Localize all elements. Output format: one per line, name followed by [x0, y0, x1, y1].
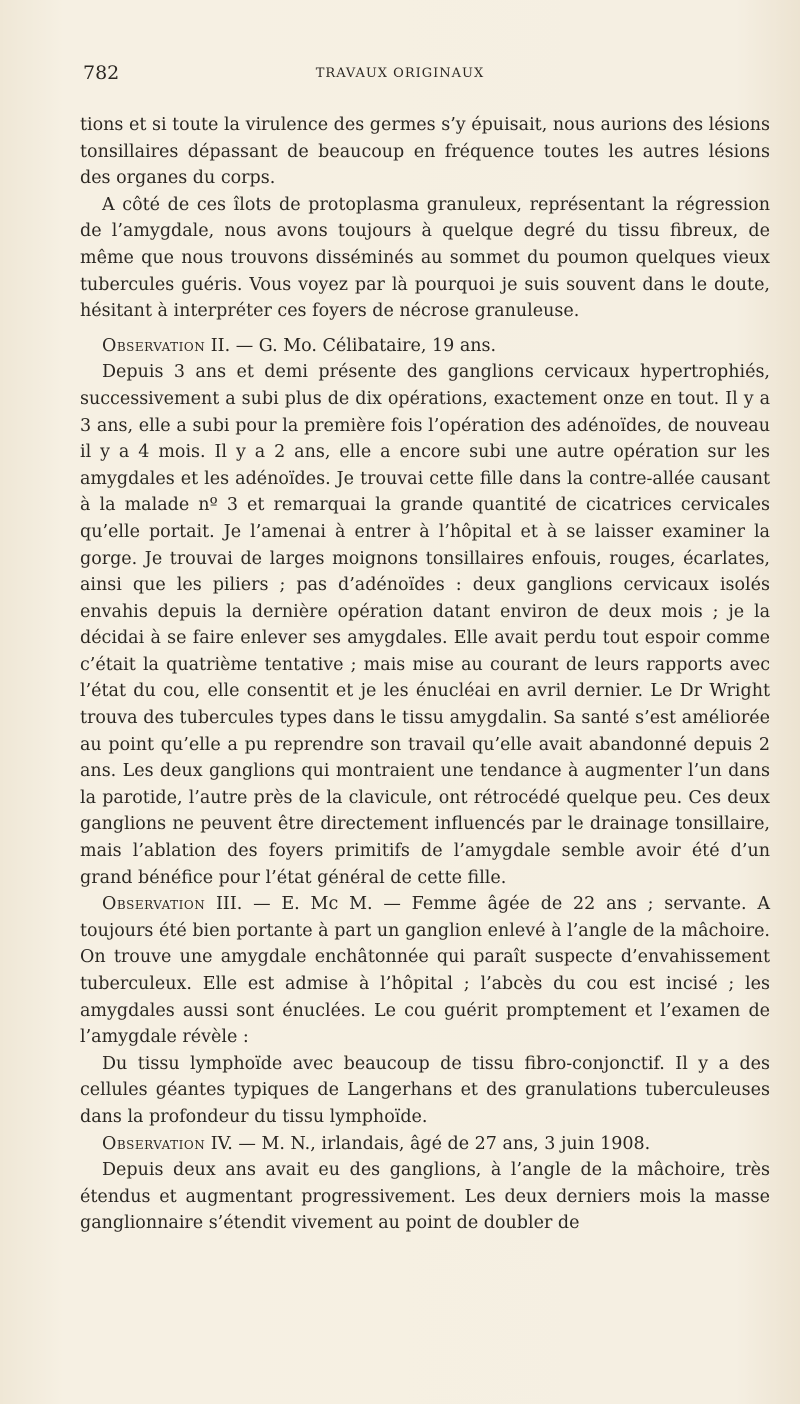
paragraph-continuation: tions et si toute la virulence des germes s’y épuisait, nous aurions des lésions tonsillaires dépassant de beaucoup en fréquence toutes les autres lésions des organes du corps. — [80, 115, 770, 189]
observation-4-heading — [80, 1131, 770, 1158]
body-text — [80, 112, 770, 1237]
observation-2-subject: II. — G. Mo. Célibataire, 19 ans. — [205, 335, 497, 356]
observation-label: Observation — [102, 335, 206, 356]
observation-2-body: Depuis 3 ans et demi présente des ganglions cervicaux hypertrophiés, successivement a subi plus de dix opérations, exactement onze en tout. Il y a 3 ans, elle a subi pour la première fois l’opération des adénoïdes, de nouveau il y a 4 mois. Il y a 2 ans, elle a encore subi une autre opération sur les amygdales et les adénoïdes. Je trouvai cette fille dans la contre-allée causant à la malade nº 3 et remarquai la grande quantité de cicatrices cervicales qu’elle portait. Je l’amenai à entrer à l’hôpital et à se laisser examiner la gorge. Je trouvai de larges moignons tonsillaires enfouis, rouges, écarlates, ainsi que les piliers ; pas d’adénoïdes : deux ganglions cervicaux isolés envahis depuis la dernière opération datant environ de deux mois ; je la décidai à se faire enlever ses amygdales. Elle avait perdu tout espoir comme c’était la quatrième tentative ; mais mise au courant de leurs rapports avec l’état du cou, elle consentit et je les énucléai en avril dernier. Le Dr Wright trouva des tubercules types dans le tissu amygdalin. Sa santé s’est améliorée au point qu’elle a pu reprendre son travail qu’elle avait abandonné depuis 2 ans. Les deux ganglions qui montraient une tendance à augmenter l’un dans la parotide, l’autre près de la clavicule, ont rétrocédé quelque peu. Ces deux ganglions ne peuvent être directement influencés par le drainage tonsillaire, mais l’ablation des foyers primitifs de l’amygdale semble avoir été d’un grand bénéfice pour l’état général de cette fille. — [80, 362, 770, 888]
observation-label: Observation — [102, 1133, 206, 1154]
observation-label: Observation — [102, 894, 206, 915]
paragraph-amygdale-regression: A côté de ces îlots de protoplasma granuleux, représentant la régression de l’amygdale, nous avons toujours à quelque degré du tissu fibreux, de même que nous trouvons disséminés au sommet du poumon quelques vieux tubercules guéris. Vous voyez par là pourquoi je suis souvent dans le doute, hésitant à interpréter ces foyers de nécrose granuleuse. — [80, 194, 770, 322]
running-title: TRAVAUX ORIGINAUX — [315, 66, 485, 81]
observation-3-text: III. — E. Mc M. — Femme âgée de 22 ans ; servante. A toujours été bien portante à part un ganglion enlevé à l’angle de la mâchoire. On trouve une amygdale enchâtonnée qui paraît suspecte d’envahissement tuberculeux. Elle est admise à l’hôpital ; l’abcès du cou est incisé ; les amygdales aussi sont énuclées. Le cou guérit promptement et l’examen de l’amygdale révèle : — [80, 894, 770, 1048]
observation-4-body: Depuis deux ans avait eu des ganglions, à l’angle de la mâchoire, très étendus et augmentant progressivement. Les deux derniers mois la masse ganglionnaire s’étendit vivement au point de doubler de — [80, 1160, 770, 1234]
observation-3-findings: Du tissu lymphoïde avec beaucoup de tissu fibro-conjonctif. Il y a des cellules géantes typiques de Langerhans et des granulations tuberculeuses dans la profondeur du tissu lymphoïde. — [80, 1053, 770, 1127]
observation-4-subject: IV. — M. N., irlandais, âgé de 27 ans, 3 juin 1908. — [205, 1133, 651, 1154]
observation-3-paragraph — [80, 891, 770, 1051]
page-header — [80, 62, 720, 90]
page-number: 782 — [83, 62, 120, 84]
observation-2-heading — [80, 333, 770, 360]
